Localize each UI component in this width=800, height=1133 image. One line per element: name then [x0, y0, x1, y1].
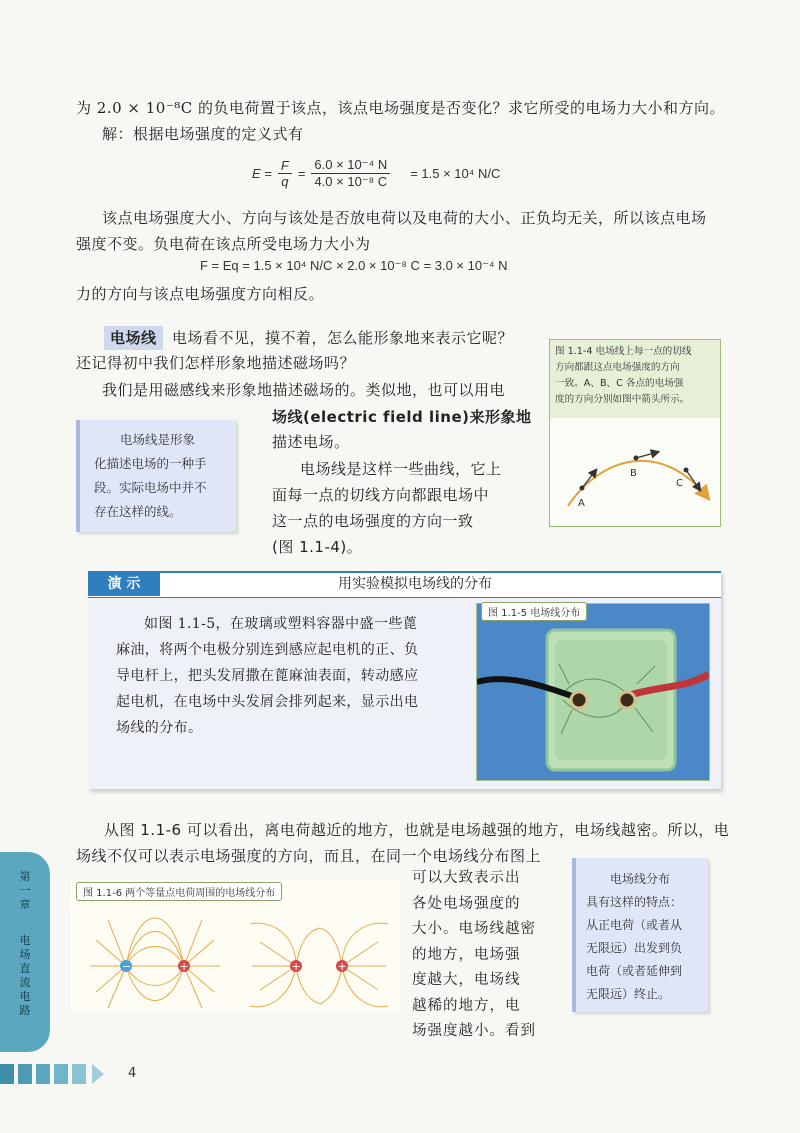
formula-field-strength: [252, 150, 500, 196]
field-demo-photo: [477, 604, 709, 780]
positive-charge-symbol-3: +: [337, 960, 347, 973]
page-footer-bar: [0, 1062, 120, 1086]
demo-line-3: 导电杆上，把头发屑撒在蓖麻油表面，转动感应: [116, 668, 419, 684]
negative-charge-symbol: −: [122, 960, 132, 973]
figure-1-1-6: [70, 880, 400, 1010]
page-number: 4: [128, 1066, 137, 1081]
force-direction-line: 力的方向与该点电场强度方向相反。: [76, 285, 325, 303]
section-para1-line-2: 场线(electric field line)来形象地: [272, 408, 532, 426]
electrode-left: [571, 692, 587, 708]
section-para2-line-2: 面每一点的切线方向都跟电场中: [272, 486, 490, 504]
fig114-caption-line-2: 方向都跟这点电场强度的方向: [555, 362, 680, 373]
demo-box: [88, 571, 721, 789]
fraction-denominator-q: q: [281, 173, 289, 189]
fig114-caption-line-3: 一致。A、B、C 各点的电场强: [555, 378, 684, 389]
figure-1-1-4-caption: [550, 340, 720, 418]
demo-line-2: 麻油，将两个电极分别连到感应起电机的正、负: [116, 642, 419, 658]
chapter-side-tab: [0, 852, 50, 1052]
demo-line-5: 场线的分布。: [116, 720, 203, 736]
side-note2-line-2: 具有这样的特点：: [586, 895, 683, 909]
bottom-col-line-1: 可以大致表示出: [412, 870, 521, 886]
side-note-line-2: 化描述电场的一种手: [94, 456, 207, 471]
bottom-line-2: 场线不仅可以表示电场强度的方向，而且，在同一个电场线分布图上: [76, 847, 542, 865]
chapter-number: 第一章: [19, 870, 31, 911]
positive-charge-symbol-1: +: [179, 960, 189, 973]
bottom-col-line-6: 越稀的地方，电: [412, 997, 521, 1014]
fraction-numerator-f: F: [278, 158, 292, 174]
bottom-line-1: 从图 1.1-6 可以看出，离电荷越近的地方，也就是电场越强的地方，电场线越密。所以，电: [104, 821, 730, 839]
section-para2-line-3: 这一点的电场强度的方向一致: [272, 512, 474, 530]
fraction-denominator-value: 4.0 × 10⁻⁸ C: [314, 173, 388, 189]
section-para2-line-4: (图 1.1-4)。: [272, 538, 363, 556]
formula-equals: =: [297, 165, 306, 181]
figure-1-1-6-caption: 图 1.1-6 两个等量点电荷周围的电场线分布: [76, 882, 282, 901]
side-note2-line-6: 无限远）终止。: [586, 987, 671, 1001]
bottom-col-line-5: 度越大，电场线: [412, 972, 521, 988]
formula-lhs: E =: [252, 165, 272, 181]
section-intro-line-2: 还记得初中我们怎样形象地描述磁场吗？: [76, 354, 356, 372]
bottom-col-line-3: 大小。电场线越密: [412, 921, 536, 937]
fig114-caption-line-4: 度的方向分别如图中箭头所示。: [555, 394, 690, 405]
tangent-arrow-c: [686, 470, 700, 490]
side-note2-line-4: 无限远）出发到负: [586, 941, 683, 955]
like-charges-field: [250, 923, 388, 1007]
explanation-line-2: 强度不变。负电荷在该点所受电场力大小为: [76, 235, 371, 253]
demo-line-1: 如图 1.1-5，在玻璃或塑料容器中盛一些蓖: [144, 616, 418, 632]
positive-charge-symbol-2: +: [291, 960, 301, 973]
section-intro-line-1: 电场看不见，摸不着，怎么能形象地来表示它呢？: [172, 329, 514, 347]
fig114-caption-line-1: 图 1.1-4 电场线上每一点的切线: [555, 346, 692, 357]
fraction-values: [311, 157, 390, 190]
figure-1-1-5-caption: 图 1.1-5 电场线分布: [481, 602, 587, 621]
bottom-column: [412, 866, 536, 1045]
section-para1-line-3: 描述电场。: [272, 433, 350, 451]
bottom-col-line-7: 场强度越小。看到: [412, 1023, 536, 1039]
section-para1-line-1: 我们是用磁感线来形象地描述磁场的。类似地，也可以用电: [102, 381, 506, 399]
label-point-c: C: [676, 478, 683, 489]
field-line-curve: [568, 461, 708, 506]
figure-1-1-5: [476, 603, 710, 781]
section-heading: 电场线: [104, 326, 163, 350]
tangent-arrow-b: [636, 452, 658, 458]
chapter-title: 电场 直流电路: [19, 934, 31, 1017]
fraction-f-over-q: [278, 158, 292, 189]
electrode-right: [619, 692, 635, 708]
label-point-a: A: [578, 498, 585, 509]
field-line-diagram: [550, 418, 720, 526]
demo-tag: 演 示: [88, 573, 160, 596]
demo-title: 用实验模拟电场线的分布: [338, 576, 492, 592]
side-note2-line-5: 电荷（或者延伸到: [586, 964, 683, 978]
side-note-line-4: 存在这样的线。: [94, 504, 182, 519]
side-note2-line-3: 从正电荷（或者从: [586, 918, 683, 932]
side-note2-line-1: 电场线分布: [610, 872, 671, 886]
fraction-numerator-value: 6.0 × 10⁻⁴ N: [311, 157, 390, 174]
label-point-b: B: [630, 468, 637, 479]
side-note-field-line-properties: [572, 858, 708, 1012]
bottom-col-line-4: 的地方，电场强: [412, 946, 521, 963]
formula-force: F = Eq = 1.5 × 10⁴ N/C × 2.0 × 10⁻⁸ C = 3.0 × 10⁻⁴ N: [200, 258, 508, 273]
formula-result: = 1.5 × 10⁴ N/C: [410, 165, 501, 181]
opposite-charges-field: [90, 918, 220, 1008]
side-note-field-lines: [76, 420, 236, 532]
demo-line-4: 起电机，在电场中头发屑会排列起来，显示出电: [116, 694, 419, 710]
explanation-line-1: 该点电场强度大小、方向与该处是否放电荷以及电荷的大小、正负均无关，所以该点电场: [102, 209, 707, 227]
side-note-line-3: 段。实际电场中并不: [94, 480, 207, 495]
figure-1-1-4: [549, 339, 721, 527]
bottom-col-line-2: 各处电场强度的: [412, 895, 521, 912]
solution-label: 解：根据电场强度的定义式有: [102, 125, 304, 143]
example-question-line: 为 2.0 × 10⁻⁸C 的负电荷置于该点，该点电场强度是否变化？求它所受的电场力大小和方向。: [76, 99, 725, 117]
demo-text: [116, 611, 418, 741]
side-note-line-1: 电场线是形象: [120, 432, 196, 447]
section-para2-line-1: 电场线是这样一些曲线，它上: [300, 460, 502, 478]
